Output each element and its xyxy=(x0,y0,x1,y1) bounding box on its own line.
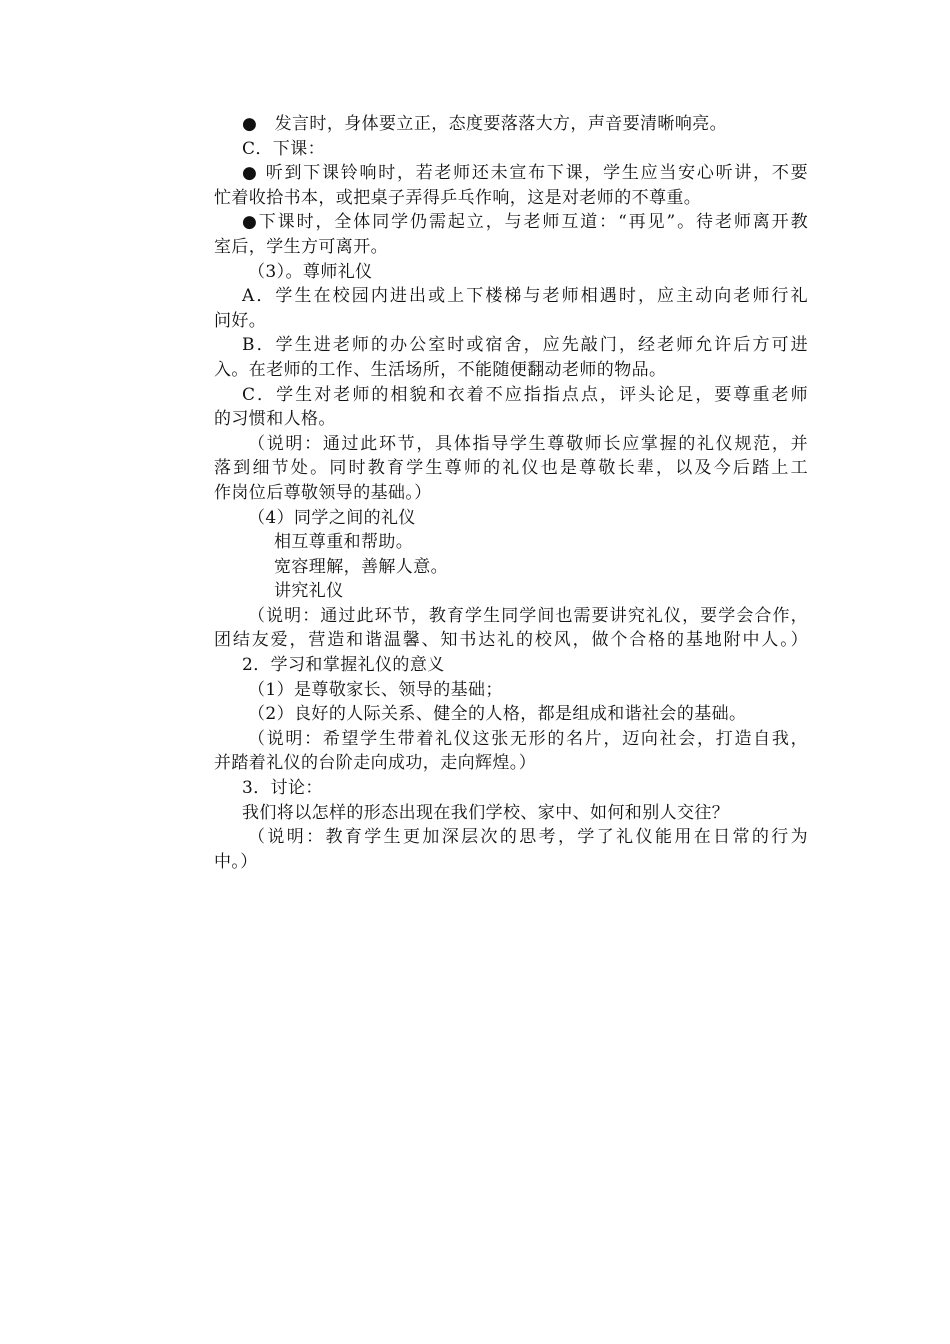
bullet-speaking: ● 发言时，身体要立正，态度要落落大方，声音要清晰响亮。 xyxy=(242,114,728,134)
note-4-line-1: （说明：教育学生更加深层次的思考，学了礼仪能用在日常的行为 xyxy=(248,827,808,848)
item-c-line-1: C．学生对老师的相貌和衣着不应指指点点，评头论足，要尊重老师 xyxy=(242,384,808,405)
note-1-line-2: 落到细节处。同时教育学生尊师的礼仪也是尊敬长辈，以及今后踏上工 xyxy=(214,458,808,479)
item-a-line-1: A．学生在校园内进出或上下楼梯与老师相遇时，应主动向老师行礼 xyxy=(242,286,808,307)
note-1-line-1: （说明：通过此环节，具体指导学生尊敬师长应掌握的礼仪规范，并 xyxy=(248,433,808,454)
item-b-line-1: B．学生进老师的办公室时或宿舍，应先敲门，经老师允许后方可进 xyxy=(242,335,808,356)
bullet-goodbye-line-2: 室后，学生方可离开。 xyxy=(214,236,388,257)
note-1-line-3: 作岗位后尊敬领导的基础。） xyxy=(214,482,432,503)
item-c-line-2: 的习惯和人格。 xyxy=(214,409,336,430)
note-4-line-2: 中。） xyxy=(214,851,258,872)
discussion-question: 我们将以怎样的形态出现在我们学校、家中、如何和别人交往？ xyxy=(242,802,730,823)
note-3-line-2: 并踏着礼仪的台阶走向成功，走向辉煌。） xyxy=(214,753,537,774)
bullet-goodbye-line-1: ●下课时，全体同学仍需起立，与老师互道：“再见”。待老师离开教 xyxy=(242,212,808,233)
point-courtesy: 讲究礼仪 xyxy=(274,581,344,602)
item-b-line-2: 入。在老师的工作、生活场所，不能随便翻动老师的物品。 xyxy=(214,359,667,380)
heading-classmate-etiquette: （4）同学之间的礼仪 xyxy=(248,507,416,528)
heading-teacher-etiquette: （3）。尊师礼仪 xyxy=(248,261,373,282)
heading-discussion: 3．讨论： xyxy=(242,778,323,799)
bullet-bell-line-2: 忙着收拾书本，或把桌子弄得乒乓作响，这是对老师的不尊重。 xyxy=(214,187,702,208)
note-2-line-1: （说明：通过此环节，教育学生同学间也需要讲究礼仪，要学会合作， xyxy=(248,605,808,626)
significance-point-2: （2）良好的人际关系、健全的人格，都是组成和谐社会的基础。 xyxy=(248,704,747,725)
note-2-line-2: 团结友爱，营造和谐温馨、知书达礼的校风，做个合格的基地附中人。） xyxy=(214,630,808,651)
bullet-bell-line-1: ● 听到下课铃响时，若老师还未宣布下课，学生应当安心听讲，不要 xyxy=(242,163,808,184)
significance-point-1: （1）是尊敬家长、领导的基础； xyxy=(248,679,503,700)
document-body xyxy=(214,112,808,874)
point-tolerance: 宽容理解，善解人意。 xyxy=(274,556,448,577)
note-3-line-1: （说明：希望学生带着礼仪这张无形的名片，迈向社会，打造自我， xyxy=(248,728,808,749)
point-mutual-respect: 相互尊重和帮助。 xyxy=(274,532,414,553)
heading-significance: 2．学习和掌握礼仪的意义 xyxy=(242,655,445,676)
item-a-line-2: 问好。 xyxy=(214,310,267,331)
heading-dismissal: C．下课： xyxy=(242,138,326,159)
